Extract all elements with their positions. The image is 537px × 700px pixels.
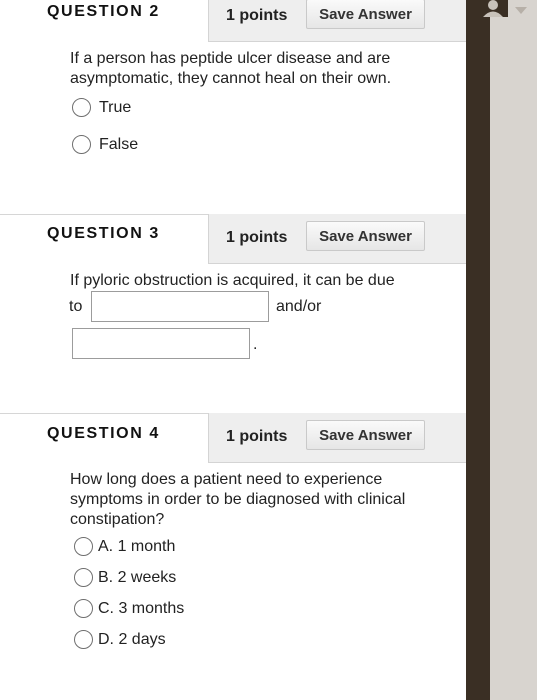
radio-button[interactable]: [74, 537, 93, 556]
question-2-option-false[interactable]: [72, 135, 138, 154]
question-3-points: 1 points: [226, 229, 288, 246]
radio-button[interactable]: [74, 630, 93, 649]
sidebar-dark-strip: [466, 0, 490, 700]
question-4-option-c[interactable]: [74, 599, 184, 618]
chevron-down-icon[interactable]: [514, 2, 528, 11]
question-2-save-button[interactable]: Save Answer: [306, 0, 425, 29]
option-label: C. 3 months: [98, 599, 185, 617]
question-4-header: [208, 413, 467, 463]
question-4-text: How long does a patient need to experience symptoms in order to be diagnosed with clinical constipation?: [70, 471, 406, 528]
option-label: False: [99, 135, 139, 153]
radio-button[interactable]: [74, 568, 93, 587]
question-3-save-button[interactable]: Save Answer: [306, 221, 425, 251]
option-label: B. 2 weeks: [98, 568, 177, 586]
option-label: True: [99, 98, 132, 116]
radio-button[interactable]: [72, 135, 91, 154]
radio-button[interactable]: [72, 98, 91, 117]
question-4-save-button[interactable]: Save Answer: [306, 420, 425, 450]
question-3-text: If pyloric obstruction is acquired, it can be due: [70, 272, 395, 289]
question-4-title: QUESTION 4: [47, 425, 160, 442]
question-3-connector: and/or: [276, 298, 322, 315]
question-2-title: QUESTION 2: [47, 3, 160, 20]
question-3-header: [208, 214, 467, 264]
question-3-title: QUESTION 3: [47, 225, 160, 242]
user-icon[interactable]: [478, 0, 508, 17]
question-4-option-d[interactable]: [74, 630, 166, 649]
sidebar-pattern: [490, 0, 537, 700]
question-2-text: If a person has peptide ulcer disease and are asymptomatic, they cannot heal on their own.: [70, 50, 392, 87]
question-2-header: [208, 0, 467, 42]
option-label: D. 2 days: [98, 630, 166, 648]
question-3-blank-2[interactable]: [72, 328, 250, 359]
radio-button[interactable]: [74, 599, 93, 618]
question-4-option-a[interactable]: [74, 537, 175, 556]
question-2-option-true[interactable]: [72, 98, 131, 117]
question-2-points: 1 points: [226, 7, 288, 24]
question-3-prefix: to: [69, 298, 83, 315]
question-3-suffix: .: [253, 336, 258, 353]
question-4-option-b[interactable]: [74, 568, 176, 587]
question-4-points: 1 points: [226, 428, 288, 445]
question-3-blank-1[interactable]: [91, 291, 269, 322]
option-label: A. 1 month: [98, 537, 176, 555]
